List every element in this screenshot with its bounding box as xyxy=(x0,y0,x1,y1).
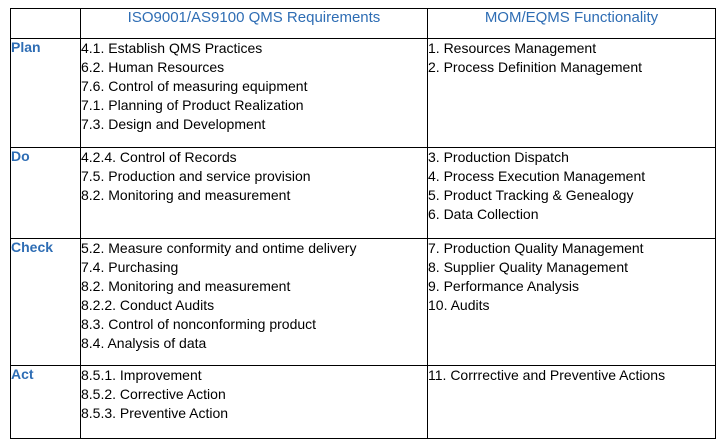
mom-functionality-cell xyxy=(428,39,716,148)
mom-functionality-cell xyxy=(428,239,716,366)
list-item: 11. Corrrective and Preventive Actions xyxy=(428,367,666,383)
table-row-check xyxy=(11,239,716,366)
list-item: 6.2. Human Resources xyxy=(81,59,225,75)
list-item: 7. Production Quality Management xyxy=(428,240,644,256)
list-item: 6. Data Collection xyxy=(428,206,539,222)
list-item: 1. Resources Management xyxy=(428,40,597,56)
phase-label: Act xyxy=(11,366,81,439)
table-row-do xyxy=(11,148,716,239)
phase-label: Plan xyxy=(11,39,81,148)
table-row-act xyxy=(11,366,716,439)
list-item: 7.6. Control of measuring equipment xyxy=(81,78,308,94)
header-row xyxy=(11,9,716,39)
header-phase-cell xyxy=(11,9,81,39)
list-item: 4.2.4. Control of Records xyxy=(81,149,237,165)
list-item: 8. Supplier Quality Management xyxy=(428,259,628,275)
list-item: 8.3. Control of nonconforming product xyxy=(81,316,317,332)
qms-requirements-cell xyxy=(81,39,428,148)
list-item: 8.5.2. Corrective Action xyxy=(81,386,226,402)
qms-requirements-cell xyxy=(81,239,428,366)
qms-mapping-table xyxy=(10,8,716,439)
list-item: 8.2. Monitoring and measurement xyxy=(81,278,291,294)
list-item: 7.5. Production and service provision xyxy=(81,168,311,184)
list-item: 5. Product Tracking & Genealogy xyxy=(428,187,634,203)
mom-functionality-cell xyxy=(428,366,716,439)
list-item: 8.2.2. Conduct Audits xyxy=(81,297,215,313)
qms-requirements-cell xyxy=(81,366,428,439)
list-item: 7.1. Planning of Product Realization xyxy=(81,97,304,113)
list-item: 5.2. Measure conformity and ontime delivery xyxy=(81,240,357,256)
qms-requirements-cell xyxy=(81,148,428,239)
list-item: 7.3. Design and Development xyxy=(81,116,266,132)
phase-label: Do xyxy=(11,148,81,239)
list-item: 3. Production Dispatch xyxy=(428,149,569,165)
list-item: 8.5.1. Improvement xyxy=(81,367,202,383)
list-item: 9. Performance Analysis xyxy=(428,278,579,294)
list-item: 8.4. Analysis of data xyxy=(81,335,207,351)
header-qms-requirements: ISO9001/AS9100 QMS Requirements xyxy=(81,9,428,39)
mom-functionality-cell xyxy=(428,148,716,239)
list-item: 10. Audits xyxy=(428,297,490,313)
list-item: 7.4. Purchasing xyxy=(81,259,179,275)
header-mom-functionality: MOM/EQMS Functionality xyxy=(428,9,716,39)
table-row-plan xyxy=(11,39,716,148)
list-item: 2. Process Definition Management xyxy=(428,59,642,75)
phase-label: Check xyxy=(11,239,81,366)
list-item: 4.1. Establish QMS Practices xyxy=(81,40,263,56)
list-item: 8.2. Monitoring and measurement xyxy=(81,187,291,203)
list-item: 8.5.3. Preventive Action xyxy=(81,405,229,421)
list-item: 4. Process Execution Management xyxy=(428,168,646,184)
